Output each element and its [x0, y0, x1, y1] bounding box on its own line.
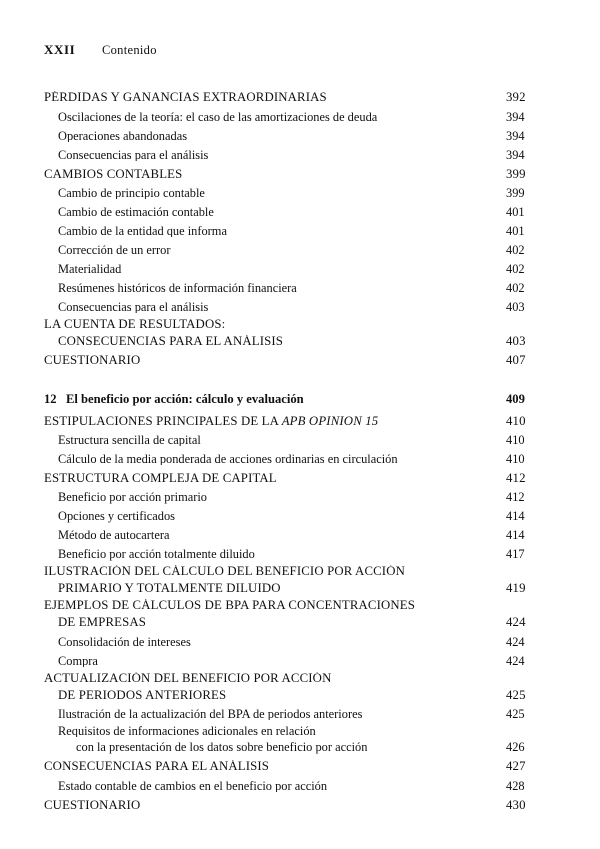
toc-entry[interactable] — [44, 126, 552, 145]
toc-entry[interactable] — [44, 469, 552, 488]
toc-entry-label-italic: APB OPINION 15 — [281, 414, 379, 428]
toc-entry-page: 410 — [506, 452, 525, 467]
toc-entry[interactable] — [44, 332, 552, 351]
toc-entry[interactable] — [44, 598, 552, 613]
toc-entry[interactable] — [44, 222, 552, 241]
toc-entry-label: Cálculo de la media ponderada de acciones ordinarias en circulación — [58, 453, 398, 466]
toc-entry-page: 392 — [506, 90, 526, 105]
toc-entry-page: 414 — [506, 528, 525, 543]
toc-entry-page: 427 — [506, 759, 526, 774]
toc-entry-page: 394 — [506, 147, 525, 162]
toc-entry-label: CAMBIOS CONTABLES — [44, 167, 183, 181]
toc-entry-page: 424 — [506, 653, 525, 668]
toc-entry-label: Oscilaciones de la teoría: el caso de las amortizaciones de deuda — [58, 110, 378, 124]
toc-entry-label — [44, 415, 500, 428]
toc-entry-page: 401 — [506, 205, 525, 220]
toc-entry[interactable] — [44, 107, 552, 126]
toc-entry[interactable] — [44, 526, 552, 545]
toc-entry-page: 407 — [506, 353, 526, 368]
toc-entry-label: Estructura sencilla de capital — [58, 434, 201, 447]
toc-entry-page: 402 — [506, 243, 525, 258]
toc-entry-label: Beneficio por acción totalmente diluido — [58, 548, 255, 561]
toc-entry[interactable] — [44, 431, 552, 450]
running-head — [44, 42, 552, 58]
running-head-title: Contenido — [102, 43, 157, 57]
toc-entry-label: ESTRUCTURA COMPLEJA DE CAPITAL — [44, 472, 277, 485]
toc-entry-page: 417 — [506, 547, 525, 562]
chapter-title: El beneficio por acción: cálculo y evaluación — [66, 392, 304, 407]
toc-entry-label: CUESTIONARIO — [44, 798, 141, 812]
toc-entry-page: 410 — [506, 433, 525, 448]
toc-entry[interactable] — [44, 411, 552, 430]
toc-entry-label: EJEMPLOS DE CÁLCULOS DE BPA PARA CONCENTRACIONES — [44, 599, 416, 613]
toc-entry-page: 394 — [506, 109, 525, 124]
toc-list-part-one — [44, 88, 552, 370]
toc-entry-page: 426 — [506, 740, 525, 755]
toc-entry-page: 412 — [506, 490, 525, 505]
toc-entry-label: Consolidación de intereses — [58, 635, 191, 649]
toc-entry-label: Resúmenes históricos de información financiera — [58, 282, 297, 295]
toc-entry-label: Consecuencias para el análisis — [58, 301, 209, 314]
toc-entry-label: CONSECUENCIAS PARA EL ANÁLISIS — [44, 760, 270, 774]
toc-entry[interactable] — [44, 88, 552, 107]
toc-entry-page: 428 — [506, 778, 525, 793]
toc-entry-label: Requisitos de informaciones adicionales en relación — [58, 724, 316, 738]
toc-entry-page: 394 — [506, 128, 525, 143]
toc-entry[interactable] — [44, 796, 552, 815]
toc-entry-label-text: ESTIPULACIONES PRINCIPALES DE LA — [44, 414, 282, 428]
chapter-number: 12 — [44, 392, 57, 407]
toc-entry-label: ACTUALIZACIÓN DEL BENEFICIO POR ACCIÓN — [44, 671, 332, 685]
toc-entry-page: 412 — [506, 471, 526, 486]
toc-entry-page: 402 — [506, 262, 525, 277]
toc-entry-label: Materialidad — [58, 263, 122, 276]
toc-entry-label: Compra — [58, 654, 98, 668]
toc-entry[interactable] — [44, 652, 552, 671]
toc-entry-label: Corrección de un error — [58, 244, 171, 257]
toc-entry[interactable] — [44, 738, 552, 757]
toc-entry-label: PÉRDIDAS Y GANANCIAS EXTRAORDINARIAS — [44, 91, 327, 105]
toc-entry[interactable] — [44, 564, 552, 579]
toc-entry[interactable] — [44, 488, 552, 507]
toc-entry-label: DE EMPRESAS — [58, 616, 147, 630]
toc-entry-page: 419 — [506, 581, 526, 596]
toc-entry-label: Método de autocartera — [58, 529, 170, 542]
toc-entry[interactable] — [44, 777, 552, 796]
toc-entry[interactable] — [44, 241, 552, 260]
toc-entry-page: 424 — [506, 615, 526, 630]
toc-entry-label: Beneficio por acción primario — [58, 491, 207, 504]
toc-entry-page: 410 — [506, 413, 526, 428]
toc-entry[interactable] — [44, 450, 552, 469]
toc-list-part-two — [44, 411, 552, 815]
toc-entry-label: CUESTIONARIO — [44, 354, 141, 368]
toc-entry[interactable] — [44, 685, 552, 704]
page-folio: XXII — [44, 42, 76, 57]
toc-entry-page: 425 — [506, 707, 525, 721]
toc-entry-page: 399 — [506, 186, 525, 201]
toc-entry-label: PRIMARIO Y TOTALMENTE DILUIDO — [58, 582, 281, 596]
toc-entry-label: CONSECUENCIAS PARA EL ANÁLISIS — [58, 334, 284, 348]
toc-entry-label: Opciones y certificados — [58, 510, 175, 523]
toc-entry[interactable] — [44, 757, 552, 776]
toc-entry-label: Operaciones abandonadas — [58, 129, 188, 143]
toc-entry-label: Cambio de principio contable — [58, 187, 205, 200]
toc-entry-page: 425 — [506, 687, 526, 702]
toc-entry-page: 402 — [506, 281, 525, 296]
toc-entry-page: 403 — [506, 300, 525, 315]
toc-entry-page: 430 — [506, 797, 526, 812]
toc-entry[interactable] — [44, 671, 552, 686]
toc-entry[interactable] — [44, 724, 552, 738]
toc-entry-page: 401 — [506, 224, 525, 239]
toc-entry[interactable] — [44, 145, 552, 164]
toc-entry-label: LA CUENTA DE RESULTADOS: — [44, 317, 226, 331]
toc-entry[interactable] — [44, 298, 552, 317]
toc-entry-label: Cambio de estimación contable — [58, 206, 214, 219]
toc-entry[interactable] — [44, 351, 552, 370]
toc-entry[interactable] — [44, 164, 552, 183]
toc-entry-page: 403 — [506, 333, 526, 348]
toc-entry[interactable] — [44, 613, 552, 632]
toc-entry-label: ILUSTRACIÓN DEL CÁLCULO DEL BENEFICIO POR ACCIÓN — [44, 565, 406, 578]
toc-entry-label: Consecuencias para el análisis — [58, 148, 209, 162]
toc-entry[interactable] — [44, 507, 552, 526]
toc-entry-page: 424 — [506, 634, 525, 649]
toc-entry-label: DE PERIODOS ANTERIORES — [58, 688, 227, 702]
toc-entry-label: Cambio de la entidad que informa — [58, 225, 227, 238]
toc-entry-page: 399 — [506, 166, 526, 181]
toc-entry[interactable] — [44, 317, 552, 332]
toc-entry-label: Estado contable de cambios en el beneficio por acción — [58, 779, 328, 793]
toc-entry-label: Ilustración de la actualización del BPA de periodos anteriores — [58, 708, 363, 721]
toc-entry[interactable] — [44, 260, 552, 279]
toc-entry[interactable] — [44, 545, 552, 564]
toc-entry[interactable] — [44, 705, 552, 724]
toc-entry[interactable] — [44, 633, 552, 652]
toc-entry-page: 414 — [506, 509, 525, 524]
chapter-page: 409 — [506, 392, 525, 407]
chapter-heading[interactable] — [44, 388, 552, 411]
toc-entry-label: con la presentación de los datos sobre beneficio por acción — [76, 741, 368, 754]
toc-entry[interactable] — [44, 579, 552, 598]
toc-entry[interactable] — [44, 279, 552, 298]
toc-entry[interactable] — [44, 184, 552, 203]
toc-entry[interactable] — [44, 203, 552, 222]
